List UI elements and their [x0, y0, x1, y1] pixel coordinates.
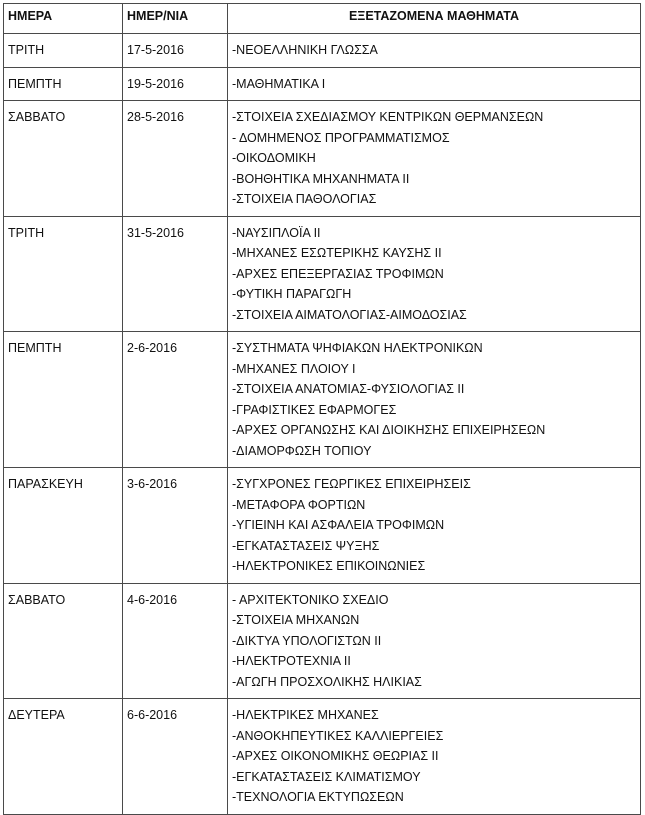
subject-item: -ΗΛΕΚΤΡΟΤΕΧΝΙΑ ΙΙ	[232, 654, 351, 668]
exam-subjects	[228, 67, 641, 101]
subject-item: -ΕΓΚΑΤΑΣΤΑΣΕΙΣ ΚΛΙΜΑΤΙΣΜΟΥ	[232, 769, 421, 784]
exam-date: 17-5-2016	[123, 34, 228, 68]
header-day: ΗΜΕΡΑ	[4, 4, 123, 34]
subject-item: -ΕΓΚΑΤΑΣΤΑΣΕΙΣ ΨΥΞΗΣ	[232, 538, 380, 553]
subject-item: -ΤΕΧΝΟΛΟΓΙΑ ΕΚΤΥΠΩΣΕΩΝ	[232, 790, 404, 804]
exam-date: 4-6-2016	[123, 583, 228, 699]
schedule-body	[4, 34, 641, 815]
subject-item: -ΓΡΑΦΙΣΤΙΚΕΣ ΕΦΑΡΜΟΓΕΣ	[232, 402, 397, 417]
subject-item: -ΣΥΣΤΗΜΑΤΑ ΨΗΦΙΑΚΩΝ ΗΛΕΚΤΡΟΝΙΚΩΝ	[232, 341, 483, 355]
exam-date: 28-5-2016	[123, 101, 228, 217]
exam-date: 6-6-2016	[123, 699, 228, 815]
header-subjects: ΕΞΕΤΑΖΟΜΕΝΑ ΜΑΘΗΜΑΤΑ	[228, 4, 641, 34]
exam-day: ΤΡΙΤΗ	[4, 34, 123, 68]
subject-item: -ΜΗΧΑΝΕΣ ΕΣΩΤΕΡΙΚΗΣ ΚΑΥΣΗΣ ΙΙ	[232, 246, 442, 260]
subject-item: -ΦΥΤΙΚΗ ΠΑΡΑΓΩΓΗ	[232, 287, 352, 301]
exam-subjects	[228, 468, 641, 584]
table-row	[4, 468, 641, 584]
exam-date: 3-6-2016	[123, 468, 228, 584]
subject-item: -ΗΛΕΚΤΡΙΚΕΣ ΜΗΧΑΝΕΣ	[232, 708, 379, 722]
header-date: ΗΜΕΡ/ΝΙΑ	[123, 4, 228, 34]
exam-subjects	[228, 34, 641, 68]
subject-item: -ΟΙΚΟΔΟΜΙΚΗ	[232, 151, 316, 165]
subject-item: -ΒΟΗΘΗΤΙΚΑ ΜΗΧΑΝΗΜΑΤΑ ΙΙ	[232, 171, 410, 186]
exam-day: ΠΕΜΠΤΗ	[4, 67, 123, 101]
table-row	[4, 216, 641, 332]
exam-day: ΤΡΙΤΗ	[4, 216, 123, 332]
exam-subjects	[228, 216, 641, 332]
exam-day: ΣΑΒΒΑΤΟ	[4, 101, 123, 217]
subject-item: -ΣΤΟΙΧΕΙΑ ΑΝΑΤΟΜΙΑΣ-ΦΥΣΙΟΛΟΓΙΑΣ ΙΙ	[232, 382, 465, 396]
subject-item: -ΝΕΟΕΛΛΗΝΙΚΗ ΓΛΩΣΣΑ	[232, 43, 378, 57]
exam-day: ΠΕΜΠΤΗ	[4, 332, 123, 468]
exam-subjects	[228, 332, 641, 468]
exam-day: ΠΑΡΑΣΚΕΥΗ	[4, 468, 123, 584]
subject-item: -ΣΤΟΙΧΕΙΑ ΠΑΘΟΛΟΓΙΑΣ	[232, 192, 377, 206]
exam-subjects	[228, 101, 641, 217]
table-row	[4, 583, 641, 699]
exam-date: 2-6-2016	[123, 332, 228, 468]
table-row	[4, 101, 641, 217]
subject-item: -ΑΓΩΓΗ ΠΡΟΣΧΟΛΙΚΗΣ ΗΛΙΚΙΑΣ	[232, 674, 422, 689]
exam-date: 19-5-2016	[123, 67, 228, 101]
subject-item: - ΑΡΧΙΤΕΚΤΟΝΙΚΟ ΣΧΕΔΙΟ	[232, 592, 389, 607]
exam-date: 31-5-2016	[123, 216, 228, 332]
subject-item: -ΥΓΙΕΙΝΗ ΚΑΙ ΑΣΦΑΛΕΙΑ ΤΡΟΦΙΜΩΝ	[232, 518, 445, 532]
table-row	[4, 67, 641, 101]
table-row	[4, 332, 641, 468]
subject-item: -ΑΝΘΟΚΗΠΕΥΤΙΚΕΣ ΚΑΛΛΙΕΡΓΕΙΕΣ	[232, 728, 444, 743]
table-row	[4, 699, 641, 815]
exam-subjects	[228, 583, 641, 699]
subject-item: -ΑΡΧΕΣ ΕΠΕΞΕΡΓΑΣΙΑΣ ΤΡΟΦΙΜΩΝ	[232, 266, 444, 281]
exam-schedule-table	[3, 3, 641, 815]
subject-item: -ΣΤΟΙΧΕΙΑ ΑΙΜΑΤΟΛΟΓΙΑΣ-ΑΙΜΟΔΟΣΙΑΣ	[232, 307, 467, 322]
table-row	[4, 34, 641, 68]
subject-item: -ΝΑΥΣΙΠΛΟΪΑ ΙΙ	[232, 225, 321, 240]
subject-item: -ΔΙΚΤΥΑ ΥΠΟΛΟΓΙΣΤΩΝ ΙΙ	[232, 633, 382, 648]
exam-day: ΔΕΥΤΕΡΑ	[4, 699, 123, 815]
subject-item: -ΔΙΑΜΟΡΦΩΣΗ ΤΟΠΙΟΥ	[232, 443, 372, 458]
subject-item: -ΜΕΤΑΦΟΡΑ ΦΟΡΤΙΩΝ	[232, 497, 366, 512]
subject-item: -ΑΡΧΕΣ ΟΡΓΑΝΩΣΗΣ ΚΑΙ ΔΙΟΙΚΗΣΗΣ ΕΠΙΧΕΙΡΗΣΕΩΝ	[232, 423, 546, 437]
exam-day: ΣΑΒΒΑΤΟ	[4, 583, 123, 699]
subject-item: - ΔΟΜΗΜΕΝΟΣ ΠΡΟΓΡΑΜΜΑΤΙΣΜΟΣ	[232, 130, 450, 145]
exam-subjects	[228, 699, 641, 815]
subject-item: -ΣΤΟΙΧΕΙΑ ΣΧΕΔΙΑΣΜΟΥ ΚΕΝΤΡΙΚΩΝ ΘΕΡΜΑΝΣΕΩΝ	[232, 110, 544, 124]
header-row	[4, 4, 641, 34]
subject-item: -ΗΛΕΚΤΡΟΝΙΚΕΣ ΕΠΙΚΟΙΝΩΝΙΕΣ	[232, 559, 426, 573]
subject-item: -ΑΡΧΕΣ ΟΙΚΟΝΟΜΙΚΗΣ ΘΕΩΡΙΑΣ ΙΙ	[232, 749, 439, 763]
subject-item: -ΜΑΘΗΜΑΤΙΚΑ Ι	[232, 76, 326, 91]
subject-item: -ΣΤΟΙΧΕΙΑ ΜΗΧΑΝΩΝ	[232, 613, 360, 627]
subject-item: -ΣΥΓΧΡΟΝΕΣ ΓΕΩΡΓΙΚΕΣ ΕΠΙΧΕΙΡΗΣΕΙΣ	[232, 477, 471, 491]
subject-item: -ΜΗΧΑΝΕΣ ΠΛΟΙΟΥ Ι	[232, 361, 356, 376]
